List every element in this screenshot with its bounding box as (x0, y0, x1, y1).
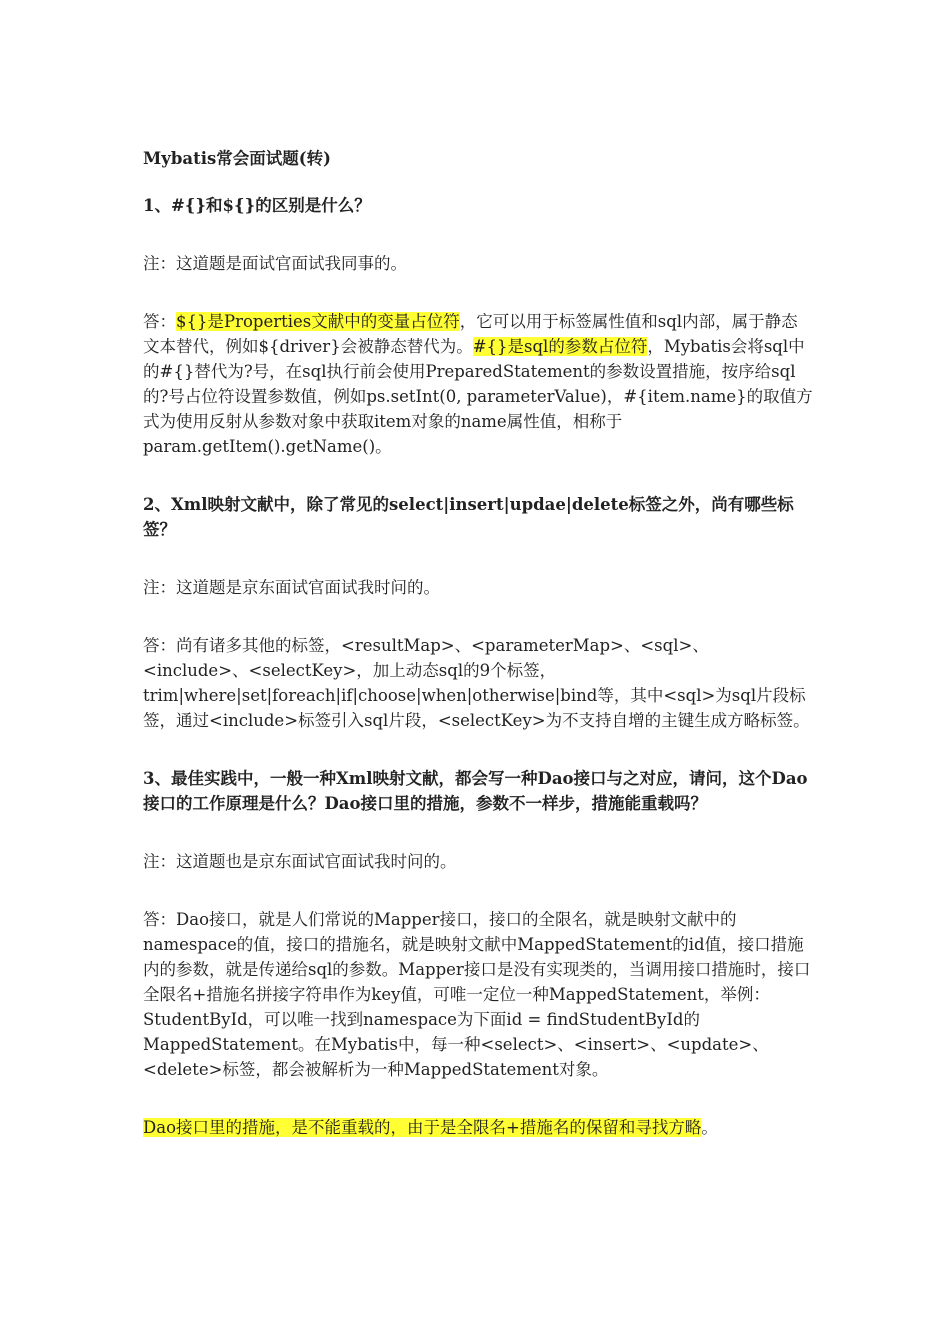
answer-1-mid: ，它可以用于标签属性值和sql内部，属于静态文本替代，例如${driver}会被静态替代为。 (143, 312, 798, 356)
note-2: 注：这道题是京东面试官面试我时问的。 (143, 578, 440, 597)
answer-3-conclusion (143, 1115, 813, 1140)
note-1: 注：这道题是面试官面试我同事的。 (143, 254, 407, 273)
answer-3: 答：Dao接口，就是人们常说的Mapper接口，接口的全限名，就是映射文献中的namespace的值，接口的措施名，就是映射文献中MappedStatement的id值，接口措施内的参数，就是传递给sql的参数。Mapper接口是没有实现类的，当调用接口措施时，接口全限名+措施名拼接字符串作为key值，可唯一定位一种MappedStatement，举例：StudentById，可以唯一找到namespace为下面id = findStudentById的MappedStatement。在Mybatis中，每一种<select>、<insert>、<update>、<delete>标签，都会被解析为一种MappedStatement对象。 (143, 910, 811, 1079)
answer-3-end: 。 (701, 1118, 718, 1137)
document-title: Mybatis常会面试题(转) (143, 149, 331, 168)
answer-1-highlight-2: #{}是sql的参数占位符 (472, 337, 648, 356)
note-3: 注：这道题也是京东面试官面试我时问的。 (143, 852, 457, 871)
answer-1-prefix: 答： (143, 312, 176, 331)
answer-3-highlight: Dao接口里的措施，是不能重载的，由于是全限名+措施名的保留和寻找方略 (143, 1118, 702, 1137)
document-content (143, 146, 813, 1173)
question-1: 1、#{}和${}的区别是什么？ (143, 196, 371, 215)
answer-1-highlight-1: ${}是Properties文献中的变量占位符 (176, 312, 460, 331)
question-2: 2、Xml映射文献中，除了常见的select|insert|updae|delete标签之外，尚有哪些标签？ (143, 495, 794, 539)
question-3: 3、最佳实践中，一般一种Xml映射文献，都会写一种Dao接口与之对应，请问，这个Dao接口的工作原理是什么？Dao接口里的措施，参数不一样步，措施能重载吗？ (143, 769, 808, 813)
answer-1-rest: ，Mybatis会将sql中的#{}替代为?号，在sql执行前会使用PreparedStatement的参数设置措施，按序给sql的?号占位符设置参数值，例如ps.setInt(0, parameterValue)，#{item.name}的取值方式为使用反射从参数对象中获取item对象的name属性值，相称于param.getItem().getName()。 (143, 337, 813, 456)
answer-1 (143, 309, 813, 459)
answer-2: 答：尚有诸多其他的标签，<resultMap>、<parameterMap>、<sql>、<include>、<selectKey>，加上动态sql的9个标签，trim|where|set|foreach|if|choose|when|otherwise|bind等，其中<sql>为sql片段标签，通过<include>标签引入sql片段，<selectKey>为不支持自增的主键生成方略标签。 (143, 636, 810, 730)
